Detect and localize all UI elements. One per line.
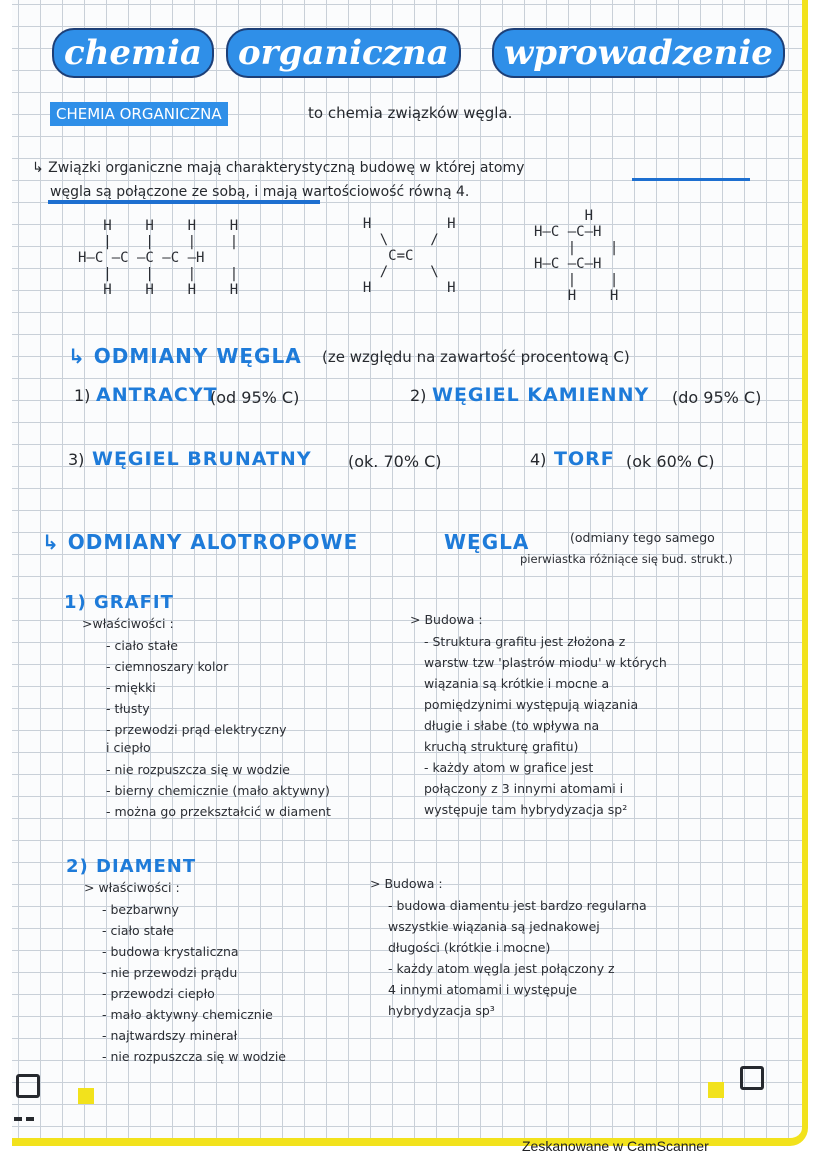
variety-1-num: 1) [74, 386, 91, 405]
variety-3-name: WĘGIEL BRUNATNY [92, 448, 312, 470]
page-dots-icon [14, 1106, 38, 1110]
allotropes-note-1: (odmiany tego samego [570, 530, 715, 545]
grafit-struct-line: - Struktura grafitu jest złożona z [424, 634, 626, 649]
variety-3-num: 3) [68, 450, 85, 469]
diament-prop: - mało aktywny chemicznie [102, 1007, 273, 1022]
intro-text: to chemia związków węgla. [308, 104, 513, 122]
molecule-butane: H H H H | | | | H—C —C —C —C —H | | | | H H H H [78, 218, 239, 298]
diament-struct-line: 4 innymi atomami i występuje [388, 982, 578, 997]
page-marker-icon [16, 1074, 40, 1098]
grafit-struct-line: kruchą strukturę grafitu) [424, 739, 579, 754]
diament-struct-line: - każdy atom węgla jest połączony z [388, 961, 615, 976]
variety-1-note: (od 95% C) [210, 388, 300, 407]
title-word-chemia: chemia [52, 28, 214, 78]
grafit-prop: i ciepło [106, 740, 151, 755]
grafit-struct-line: występuje tam hybrydyzacja sp² [424, 802, 628, 817]
variety-4-num: 4) [530, 450, 547, 469]
diament-prop: - najtwardszy minerał [102, 1028, 238, 1043]
definition-line-2: węgla są połączone ze sobą, i mają wartościowość równą 4. [50, 184, 470, 200]
grafit-struct-line: połączony z 3 innymi atomami i [424, 781, 624, 796]
diament-prop: - przewodzi ciepło [102, 986, 215, 1001]
yellow-square-icon [708, 1082, 724, 1098]
diament-heading: 2) DIAMENT [66, 856, 197, 877]
diament-struct-line: długości (krótkie i mocne) [388, 940, 551, 955]
grafit-prop: - ciemnoszary kolor [106, 659, 229, 674]
graph-paper-sheet [12, 0, 808, 1146]
variety-4-note: (ok 60% C) [626, 452, 715, 471]
grafit-heading: 1) GRAFIT [64, 592, 174, 613]
variety-1-name: ANTRACYT [96, 384, 218, 406]
grafit-prop: - miękki [106, 680, 156, 695]
diament-struct-line: - budowa diamentu jest bardzo regularna [388, 898, 647, 913]
diament-struct-line: wszystkie wiązania są jednakowej [388, 919, 600, 934]
definition-line-1: ↳ Związki organiczne mają charakterystyczną budowę w której atomy [32, 160, 525, 176]
variety-2-note: (do 95% C) [672, 388, 762, 407]
title-word-organiczna: organiczna [226, 28, 461, 78]
grafit-prop: - bierny chemicznie (mało aktywny) [106, 783, 330, 798]
diament-struct-line: hybrydyzacja sp³ [388, 1003, 495, 1018]
allotropes-heading: ↳ ODMIANY ALOTROPOWE [42, 530, 359, 554]
scanner-watermark: Zeskanowane w CamScanner [522, 1138, 709, 1154]
grafit-struct-line: pomiędzynimi występują wiązania [424, 697, 639, 712]
grafit-prop: - tłusty [106, 701, 150, 716]
allotropes-heading-wegla: WĘGLA [444, 530, 530, 554]
diament-prop: - ciało stałe [102, 923, 174, 938]
title-word-wprowadzenie: wprowadzenie [492, 28, 785, 78]
grafit-prop: - ciało stałe [106, 638, 178, 653]
variety-2-num: 2) [410, 386, 427, 405]
grafit-struct-line: wiązania są krótkie i mocne a [424, 676, 610, 691]
underline-bar [48, 200, 320, 204]
varieties-heading: ↳ ODMIANY WĘGLA [68, 344, 302, 368]
yellow-square-icon [78, 1088, 94, 1104]
diament-prop: - nie rozpuszcza się w wodzie [102, 1049, 286, 1064]
varieties-heading-note: (ze względu na zawartość procentową C) [322, 348, 630, 366]
variety-3-note: (ok. 70% C) [348, 452, 442, 471]
variety-2-name: WĘGIEL KAMIENNY [432, 384, 650, 406]
grafit-prop: - można go przekształcić w diament [106, 804, 331, 819]
diament-struct-label: > Budowa : [370, 876, 443, 891]
molecule-ethene: H H \ / C=C / \ H H [362, 216, 456, 296]
underline-bar-atomy [632, 178, 750, 181]
grafit-prop: - nie rozpuszcza się w wodzie [106, 762, 290, 777]
allotropes-note-2: pierwiastka różniące się bud. strukt.) [520, 552, 733, 566]
grafit-struct-line: długie i słabe (to wpływa na [424, 718, 600, 733]
molecule-cyclobutane: H H—C —C—H | | H—C —C—H | | H H [534, 208, 619, 304]
diament-prop: - nie przewodzi prądu [102, 965, 238, 980]
diament-prop: - bezbarwny [102, 902, 179, 917]
grafit-struct-label: > Budowa : [410, 612, 483, 627]
grafit-props-label: >właściwości : [82, 616, 174, 631]
page-marker-icon [740, 1066, 764, 1090]
grafit-prop: - przewodzi prąd elektryczny [106, 722, 287, 737]
term-highlight: CHEMIA ORGANICZNA [50, 102, 228, 126]
diament-props-label: > właściwości : [84, 880, 180, 895]
grafit-struct-line: - każdy atom w grafice jest [424, 760, 594, 775]
diament-prop: - budowa krystaliczna [102, 944, 239, 959]
grafit-struct-line: warstw tzw 'plastrów miodu' w których [424, 655, 667, 670]
variety-4-name: TORF [554, 448, 615, 470]
